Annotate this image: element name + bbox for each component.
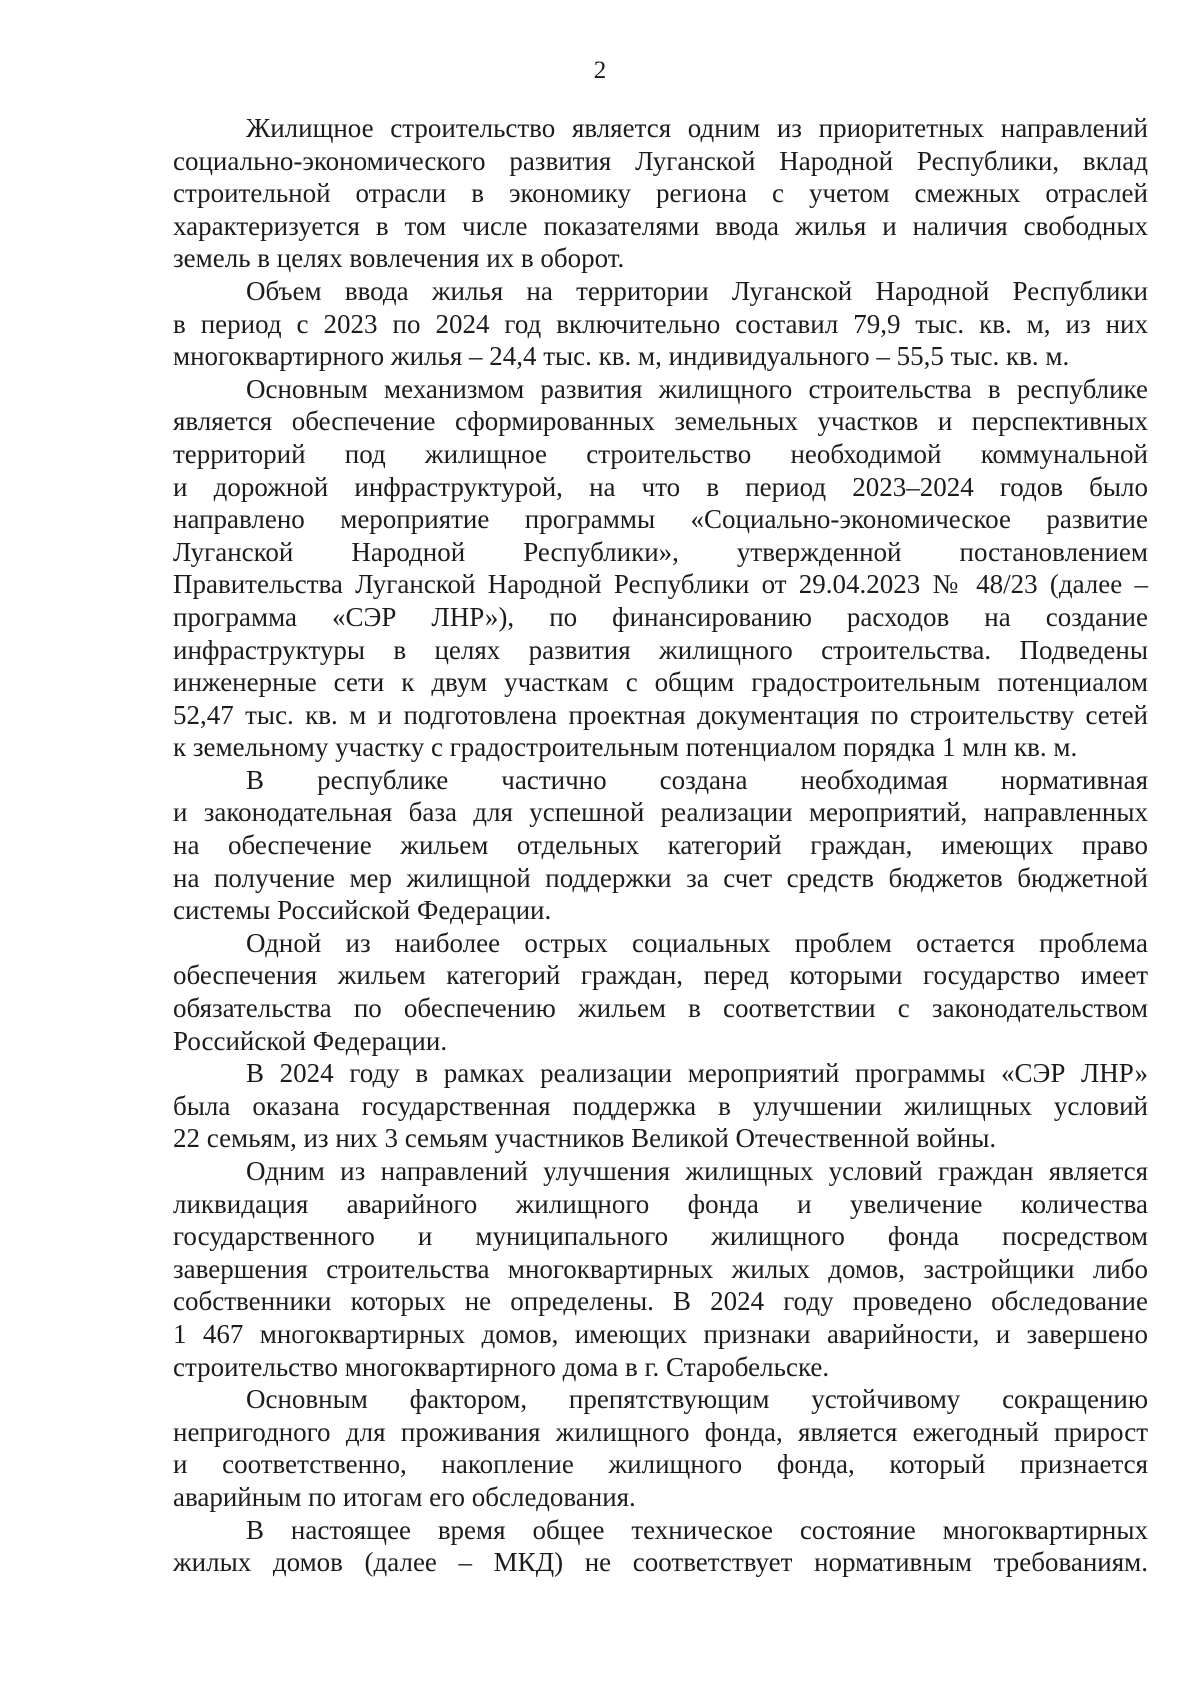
text-line: В республике частично создана необходимая нормативная	[246, 764, 1148, 795]
text-line: в период с 2023 по 2024 год включительно составил 79,9 тыс. кв. м, из них	[173, 308, 1148, 339]
text-line: социально-экономического развития Луганской Народной Республики, вклад	[173, 145, 1148, 176]
page-number: 2	[593, 57, 607, 84]
paragraph-social-problem	[173, 927, 1148, 1057]
text-line: характеризуется в том числе показателями ввода жилья и наличия свободных	[173, 210, 1148, 241]
text-line: аварийным по итогам его обследования.	[173, 1481, 636, 1512]
text-line: непригодного для проживания жилищного фонда, является ежегодный прирост	[173, 1416, 1148, 1447]
text-line: 52,47 тыс. кв. м и подготовлена проектная документация по строительству сетей	[173, 699, 1148, 730]
text-line: к земельному участку с градостроительным потенциалом порядка 1 млн кв. м.	[173, 732, 1078, 763]
text-line: территорий под жилищное строительство необходимой коммунальной	[173, 438, 1148, 469]
text-line: инфраструктуры в целях развития жилищного строительства. Подведены	[173, 634, 1148, 665]
text-line: 1 467 многоквартирных домов, имеющих признаки аварийности, и завершено	[173, 1318, 1148, 1349]
text-line: программа «СЭР ЛНР»), по финансированию расходов на создание	[173, 601, 1148, 632]
paragraph-development-mechanism	[173, 373, 1148, 764]
text-line: Луганской Народной Республики», утвержденной постановлением	[173, 536, 1148, 567]
text-line: земель в целях вовлечения их в оборот.	[173, 243, 625, 274]
text-line: и соответственно, накопление жилищного фонда, который признается	[173, 1449, 1148, 1480]
text-line: является обеспечение сформированных земельных участков и перспективных	[173, 406, 1148, 437]
text-line: Правительства Луганской Народной Республики от 29.04.2023 № 48/23 (далее –	[173, 569, 1148, 600]
text-line: Объем ввода жилья на территории Луганской Народной Республики	[246, 275, 1148, 306]
text-line: на обеспечение жильем отдельных категорий граждан, имеющих право	[173, 830, 1148, 861]
paragraph-legal-base	[173, 764, 1148, 927]
text-line: инженерные сети к двум участкам с общим градостроительным потенциалом	[173, 667, 1148, 698]
text-line: жилых домов (далее – МКД) не соответствует нормативным требованиям.	[173, 1547, 1148, 1578]
paragraph-housing-priority	[173, 112, 1148, 275]
text-line: В 2024 году в рамках реализации мероприятий программы «СЭР ЛНР»	[246, 1058, 1148, 1089]
document-body	[173, 112, 1148, 1579]
paragraph-mkd-condition	[173, 1514, 1148, 1579]
text-line: государственного и муниципального жилищного фонда посредством	[173, 1221, 1148, 1252]
text-line: и дорожной инфраструктурой, на что в период 2023–2024 годов было	[173, 471, 1148, 502]
text-line: Одним из направлений улучшения жилищных условий граждан является	[246, 1156, 1148, 1186]
text-line: 22 семьям, из них 3 семьям участников Великой Отечественной войны.	[173, 1123, 997, 1154]
text-line: Основным механизмом развития жилищного строительства в республике	[246, 373, 1148, 404]
text-line: ликвидация аварийного жилищного фонда и увеличение количества	[173, 1188, 1148, 1219]
paragraph-housing-volume	[173, 275, 1148, 373]
text-line: и законодательная база для успешной реализации мероприятий, направленных	[173, 797, 1148, 828]
text-line: Основным фактором, препятствующим устойчивому сокращению	[246, 1384, 1148, 1415]
text-line: Одной из наиболее острых социальных проблем остается проблема	[246, 927, 1148, 958]
text-line: многоквартирного жилья – 24,4 тыс. кв. м, индивидуального – 55,5 тыс. кв. м.	[173, 341, 1070, 372]
paragraph-emergency-housing	[173, 1155, 1148, 1383]
text-line: собственники которых не определены. В 2024 году проведено обследование	[173, 1286, 1148, 1317]
text-line: на получение мер жилищной поддержки за счет средств бюджетов бюджетной	[173, 862, 1148, 893]
text-line: была оказана государственная поддержка в улучшении жилищных условий	[173, 1090, 1148, 1121]
text-line: строительство многоквартирного дома в г. Старобельске.	[173, 1351, 830, 1382]
text-line: Жилищное строительство является одним из приоритетных направлений	[246, 113, 1148, 143]
text-line: системы Российской Федерации.	[173, 895, 552, 926]
text-line: обязательства по обеспечению жильем в соответствии с законодательством	[173, 993, 1148, 1024]
text-line: направлено мероприятие программы «Социально-экономическое развитие	[173, 504, 1148, 535]
paragraph-state-support-2024	[173, 1057, 1148, 1155]
text-line: обеспечения жильем категорий граждан, перед которыми государство имеет	[173, 960, 1148, 991]
text-line: завершения строительства многоквартирных жилых домов, застройщики либо	[173, 1253, 1148, 1284]
text-line: В настоящее время общее техническое состояние многоквартирных	[246, 1514, 1148, 1545]
text-line: Российской Федерации.	[173, 1025, 448, 1056]
paragraph-main-factor	[173, 1383, 1148, 1513]
text-line: строительной отрасли в экономику региона с учетом смежных отраслей	[173, 178, 1148, 209]
